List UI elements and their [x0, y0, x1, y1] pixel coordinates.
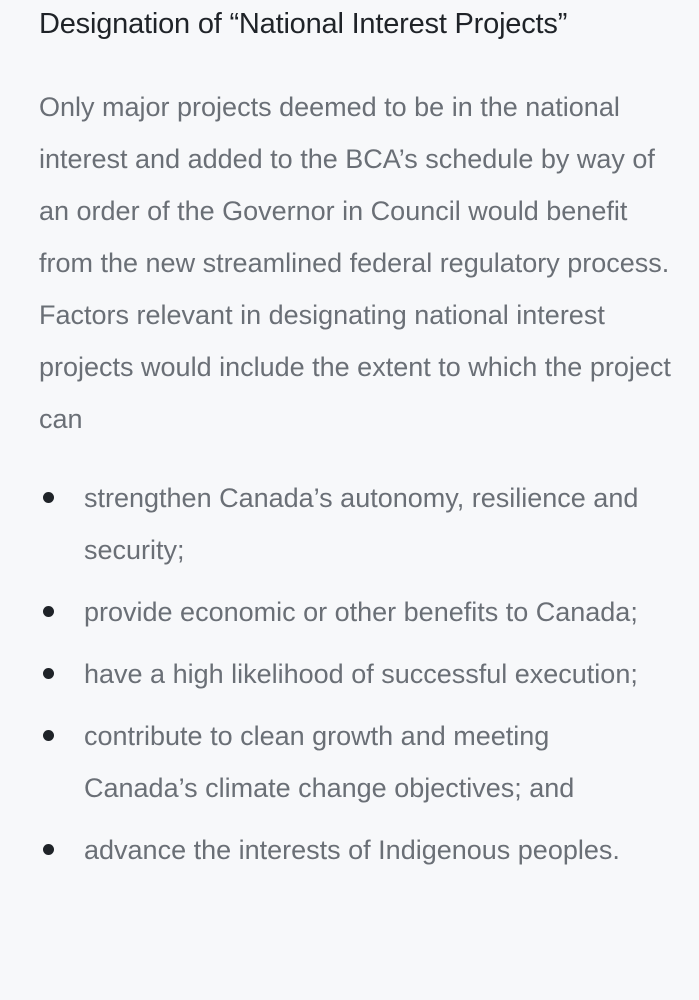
list-item-text: strengthen Canada’s autonomy, resilience and security;	[84, 483, 639, 565]
bullet-dot-icon	[43, 668, 54, 679]
list-item	[39, 586, 669, 638]
intro-paragraph: Only major projects deemed to be in the national interest and added to the BCA’s schedule by way of an order of the Governor in Council would benefit from the new streamlined federal regulatory process. Factors relevant in designating national interest projects would include the extent to which the project can	[39, 92, 671, 434]
criteria-list	[39, 472, 699, 876]
bullet-dot-icon	[43, 492, 54, 503]
list-item	[39, 472, 669, 576]
bullet-dot-icon	[43, 606, 54, 617]
bullet-dot-icon	[43, 844, 54, 855]
list-item	[39, 710, 669, 814]
list-item-text: provide economic or other benefits to Canada;	[84, 597, 638, 627]
list-item-text: advance the interests of Indigenous peoples.	[84, 835, 620, 865]
list-item	[39, 824, 669, 876]
list-item	[39, 648, 669, 700]
bullet-dot-icon	[43, 730, 54, 741]
list-item-text: contribute to clean growth and meeting Canada’s climate change objectives; and	[84, 721, 575, 803]
list-item-text: have a high likelihood of successful execution;	[84, 659, 638, 689]
section-heading: Designation of “National Interest Projects”	[39, 8, 568, 40]
